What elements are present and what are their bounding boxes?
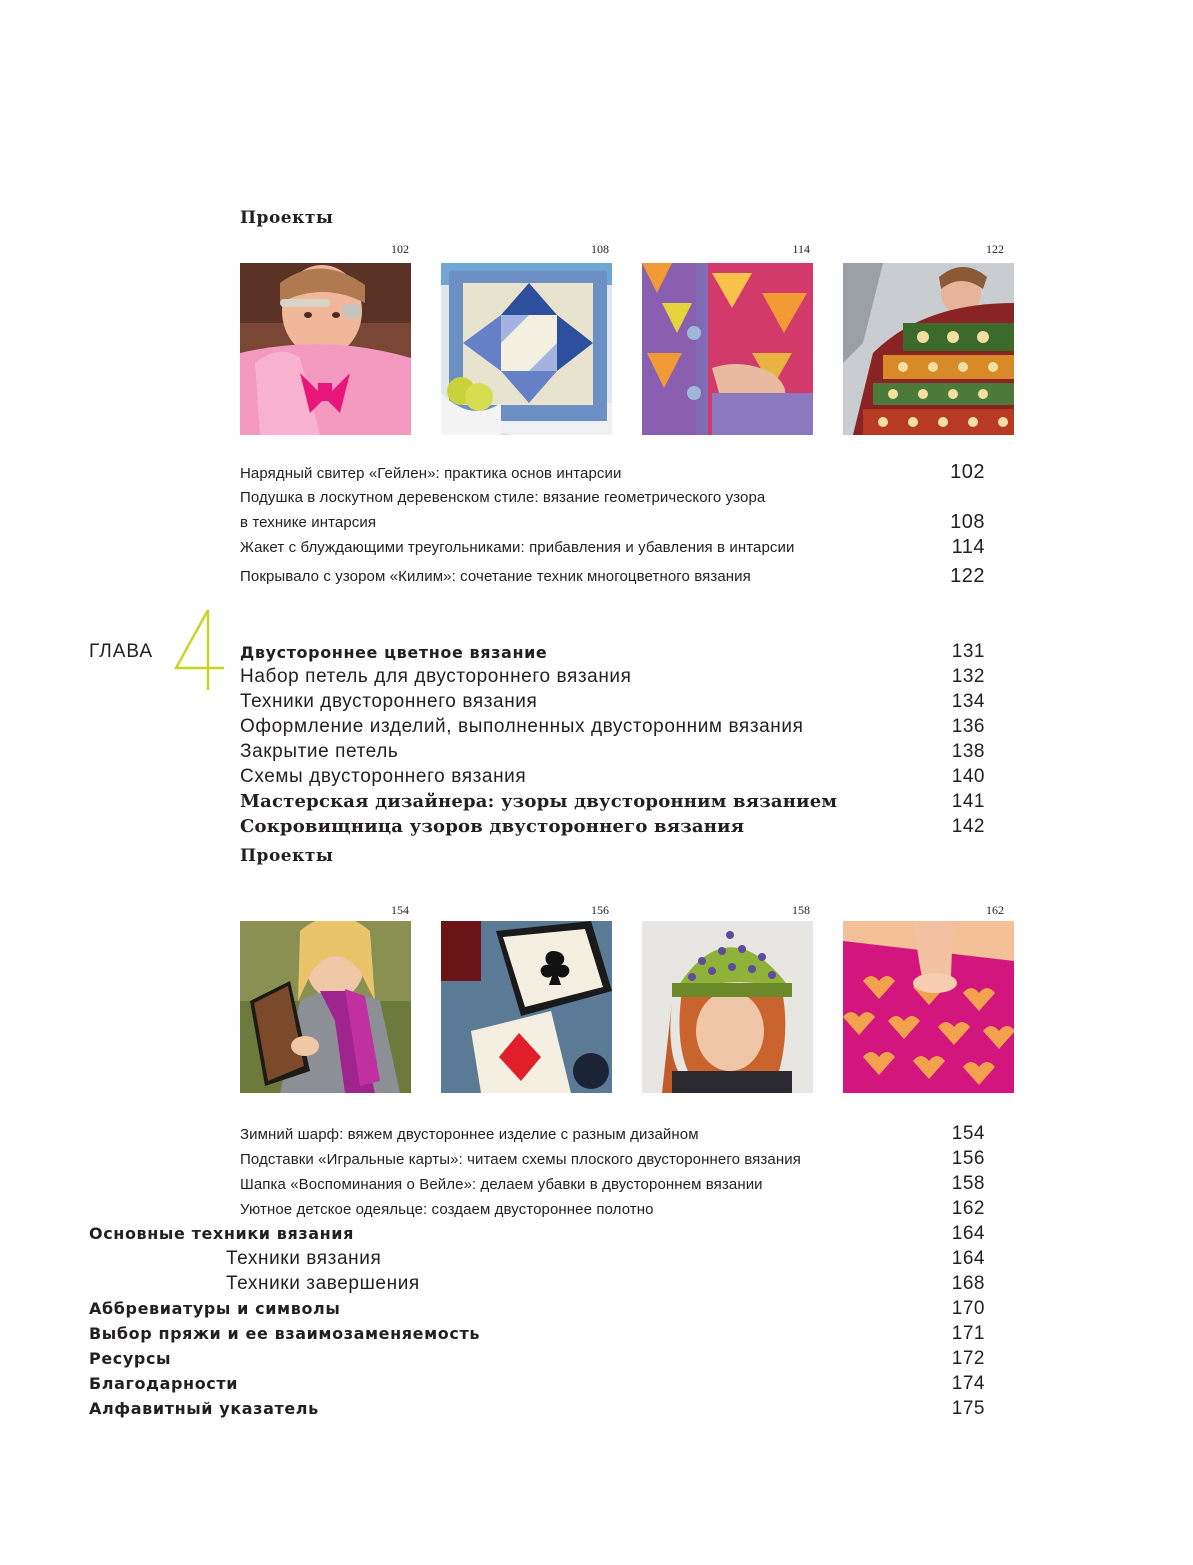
toc-entry[interactable]: Уютное детское одеяльце: создаем двустороннее полотно bbox=[240, 1201, 654, 1218]
toc-page-number: 140 bbox=[951, 766, 985, 787]
project-thumbnail-pillow[interactable] bbox=[441, 263, 612, 435]
project-thumbnail-scarf[interactable] bbox=[240, 921, 411, 1093]
toc-page-number: 141 bbox=[951, 791, 985, 812]
toc-page-number: 172 bbox=[951, 1348, 985, 1369]
toc-entry[interactable]: Подушка в лоскутном деревенском стиле: вязание геометрического узора bbox=[240, 489, 766, 506]
toc-page-number: 168 bbox=[951, 1273, 985, 1294]
project-thumbnail-hat[interactable] bbox=[642, 921, 813, 1093]
toc-entry[interactable]: Аббревиатуры и символы bbox=[89, 1299, 341, 1318]
toc-page-number: 138 bbox=[951, 741, 985, 762]
toc-entry[interactable]: Закрытие петель bbox=[240, 741, 399, 762]
toc-page-number: 154 bbox=[951, 1123, 985, 1144]
toc-entry[interactable]: Выбор пряжи и ее взаимозаменяемость bbox=[89, 1324, 481, 1343]
toc-page-number: 122 bbox=[950, 565, 985, 587]
toc-entry[interactable]: Техники вязания bbox=[226, 1248, 382, 1269]
toc-entry[interactable]: Схемы двустороннего вязания bbox=[240, 766, 527, 787]
chapter-number bbox=[172, 606, 228, 692]
toc-page-number: 136 bbox=[951, 716, 985, 737]
toc-entry[interactable]: Техники завершения bbox=[226, 1273, 420, 1294]
toc-page-number: 171 bbox=[951, 1323, 985, 1344]
toc-entry-basic-techniques[interactable]: Основные техники вязания bbox=[89, 1224, 354, 1243]
toc-entry[interactable]: Нарядный свитер «Гейлен»: практика основ интарсии bbox=[240, 465, 622, 482]
toc-entry[interactable]: Подставки «Игральные карты»: читаем схемы плоского двустороннего вязания bbox=[240, 1151, 801, 1168]
toc-page-number: 132 bbox=[951, 666, 985, 687]
toc-page-number: 162 bbox=[951, 1198, 985, 1219]
toc-page-number: 134 bbox=[951, 691, 985, 712]
toc-entry-workshop[interactable]: Мастерская дизайнера: узоры двусторонним вязанием bbox=[240, 791, 838, 812]
toc-page-number: 158 bbox=[951, 1173, 985, 1194]
toc-entry[interactable]: Зимний шарф: вяжем двустороннее изделие с разным дизайном bbox=[240, 1126, 699, 1143]
thumb-page-number: 102 bbox=[391, 242, 409, 256]
toc-page-number: 156 bbox=[951, 1148, 985, 1169]
thumb-page-number: 122 bbox=[986, 242, 1004, 256]
project-thumbnail-coasters[interactable] bbox=[441, 921, 612, 1093]
projects-heading: Проекты bbox=[240, 846, 334, 866]
thumb-page-number: 108 bbox=[591, 242, 609, 256]
thumb-page-number: 154 bbox=[391, 903, 409, 917]
project-thumbnail-pink-sweater[interactable] bbox=[240, 263, 411, 435]
toc-page-number: 114 bbox=[951, 536, 985, 558]
toc-page-number: 131 bbox=[951, 641, 985, 662]
toc-page-number: 174 bbox=[951, 1373, 985, 1394]
projects-heading: Проекты bbox=[240, 208, 334, 228]
toc-entry[interactable]: Набор петель для двустороннего вязания bbox=[240, 666, 632, 687]
toc-entry[interactable]: Покрывало с узором «Килим»: сочетание техник многоцветного вязания bbox=[240, 568, 751, 585]
toc-page-number: 108 bbox=[950, 511, 985, 533]
toc-entry[interactable]: в технике интарсия bbox=[240, 514, 377, 531]
toc-page-number: 164 bbox=[951, 1248, 985, 1269]
chapter-label: ГЛАВА bbox=[89, 641, 154, 662]
toc-entry[interactable]: Ресурсы bbox=[89, 1349, 172, 1368]
toc-page-number: 175 bbox=[951, 1398, 985, 1419]
toc-entry[interactable]: Шапка «Воспоминания о Вейле»: делаем убавки в двустороннем вязании bbox=[240, 1176, 763, 1193]
toc-entry[interactable]: Техники двустороннего вязания bbox=[240, 691, 538, 712]
project-thumbnail-jacket[interactable] bbox=[642, 263, 813, 435]
toc-entry[interactable]: Жакет с блуждающими треугольниками: прибавления и убавления в интарсии bbox=[240, 539, 795, 556]
toc-entry-treasury[interactable]: Сокровищница узоров двустороннего вязания bbox=[240, 816, 745, 837]
thumb-page-number: 158 bbox=[792, 903, 810, 917]
project-thumbnail-kilim[interactable] bbox=[843, 263, 1014, 435]
toc-page-number: 102 bbox=[950, 461, 985, 483]
toc-page-number: 170 bbox=[951, 1298, 985, 1319]
chapter-title[interactable]: Двустороннее цветное вязание bbox=[240, 643, 548, 662]
toc-page-number: 164 bbox=[951, 1223, 985, 1244]
toc-entry[interactable]: Алфавитный указатель bbox=[89, 1399, 319, 1418]
toc-entry[interactable]: Благодарности bbox=[89, 1374, 239, 1393]
project-thumbnail-heart-blanket[interactable] bbox=[843, 921, 1014, 1093]
thumb-page-number: 114 bbox=[792, 242, 810, 256]
toc-entry[interactable]: Оформление изделий, выполненных двусторонним вязания bbox=[240, 716, 804, 737]
toc-page-number: 142 bbox=[951, 816, 985, 837]
thumb-page-number: 156 bbox=[591, 903, 609, 917]
thumb-page-number: 162 bbox=[986, 903, 1004, 917]
